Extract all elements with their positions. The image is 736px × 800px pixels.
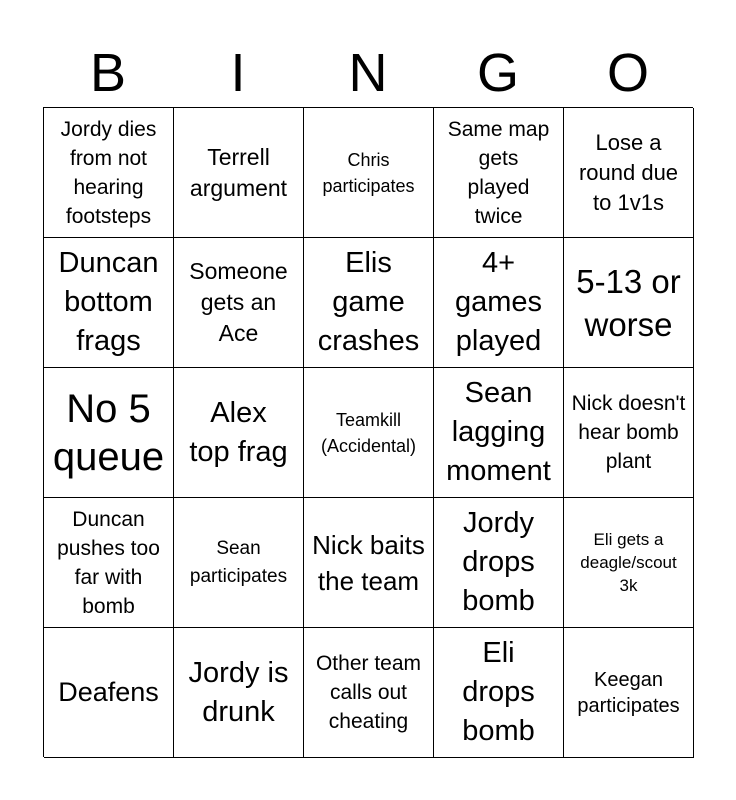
cell-label: Other team calls out cheating bbox=[315, 652, 422, 733]
cell-label: Nick doesn't hear bomb plant bbox=[571, 392, 686, 473]
cell-label: Someone gets an Ace bbox=[189, 258, 288, 346]
bingo-cell-r2c4[interactable] bbox=[434, 238, 564, 368]
bingo-cell-r1c1[interactable] bbox=[44, 108, 174, 238]
header-letter-b: B bbox=[89, 43, 127, 103]
bingo-cell-r1c3[interactable] bbox=[304, 108, 434, 238]
cell-label: No 5 queue bbox=[52, 386, 165, 479]
bingo-cell-r1c5[interactable] bbox=[564, 108, 694, 238]
cell-label: Keegan participates bbox=[577, 668, 680, 717]
bingo-cell-r3c1[interactable] bbox=[44, 368, 174, 498]
cell-label: Nick baits the team bbox=[312, 529, 425, 596]
header-letter-g: G bbox=[476, 43, 519, 103]
bingo-cell-r3c2[interactable] bbox=[174, 368, 304, 498]
cell-label: Duncan bottom frags bbox=[58, 247, 159, 357]
bingo-cell-r4c1[interactable] bbox=[44, 498, 174, 628]
bingo-cell-r3c5[interactable] bbox=[564, 368, 694, 498]
bingo-cell-r1c4[interactable] bbox=[434, 108, 564, 238]
cell-label: Teamkill (Accidental) bbox=[320, 409, 417, 456]
bingo-cell-r3c3[interactable] bbox=[304, 368, 434, 498]
cell-label: 5-13 or worse bbox=[576, 262, 681, 343]
cell-label: Eli gets a deagle/scout 3k bbox=[580, 530, 677, 595]
bingo-card-grid bbox=[43, 107, 693, 757]
bingo-cell-r2c5[interactable] bbox=[564, 238, 694, 368]
header-letter-i: I bbox=[230, 43, 246, 103]
cell-label: Deafens bbox=[58, 677, 159, 707]
bingo-cell-r2c3[interactable] bbox=[304, 238, 434, 368]
cell-label: Sean participates bbox=[189, 537, 288, 587]
cell-label: Duncan pushes too far with bomb bbox=[57, 507, 160, 618]
bingo-cell-r4c3[interactable] bbox=[304, 498, 434, 628]
bingo-cell-r5c5[interactable] bbox=[564, 628, 694, 758]
bingo-cell-r4c5[interactable] bbox=[564, 498, 694, 628]
cell-label: 4+ games played bbox=[454, 247, 543, 357]
cell-label: Jordy dies from not hearing footsteps bbox=[60, 117, 157, 228]
bingo-cell-r1c2[interactable] bbox=[174, 108, 304, 238]
cell-label: Same map gets played twice bbox=[447, 117, 550, 228]
bingo-header bbox=[43, 40, 693, 106]
bingo-cell-r5c2[interactable] bbox=[174, 628, 304, 758]
bingo-cell-r5c3[interactable] bbox=[304, 628, 434, 758]
bingo-cell-r4c2[interactable] bbox=[174, 498, 304, 628]
cell-label: Eli drops bomb bbox=[462, 637, 535, 747]
cell-label: Sean lagging moment bbox=[446, 377, 551, 487]
bingo-cell-r5c1[interactable] bbox=[44, 628, 174, 758]
cell-label: Chris participates bbox=[322, 149, 415, 196]
bingo-cell-r2c1[interactable] bbox=[44, 238, 174, 368]
bingo-cell-r3c4[interactable] bbox=[434, 368, 564, 498]
cell-label: Elis game crashes bbox=[317, 247, 420, 357]
cell-label: Lose a round due to 1v1s bbox=[578, 129, 679, 215]
header-letter-o: O bbox=[606, 43, 649, 103]
cell-label: Alex top frag bbox=[189, 396, 288, 468]
cell-label: Jordy is drunk bbox=[188, 656, 289, 728]
bingo-cell-r4c4[interactable] bbox=[434, 498, 564, 628]
header-letter-n: N bbox=[348, 43, 388, 103]
cell-label: Terrell argument bbox=[189, 143, 288, 201]
bingo-cell-r5c4[interactable] bbox=[434, 628, 564, 758]
bingo-cell-r2c2[interactable] bbox=[174, 238, 304, 368]
cell-label: Jordy drops bomb bbox=[462, 507, 535, 617]
